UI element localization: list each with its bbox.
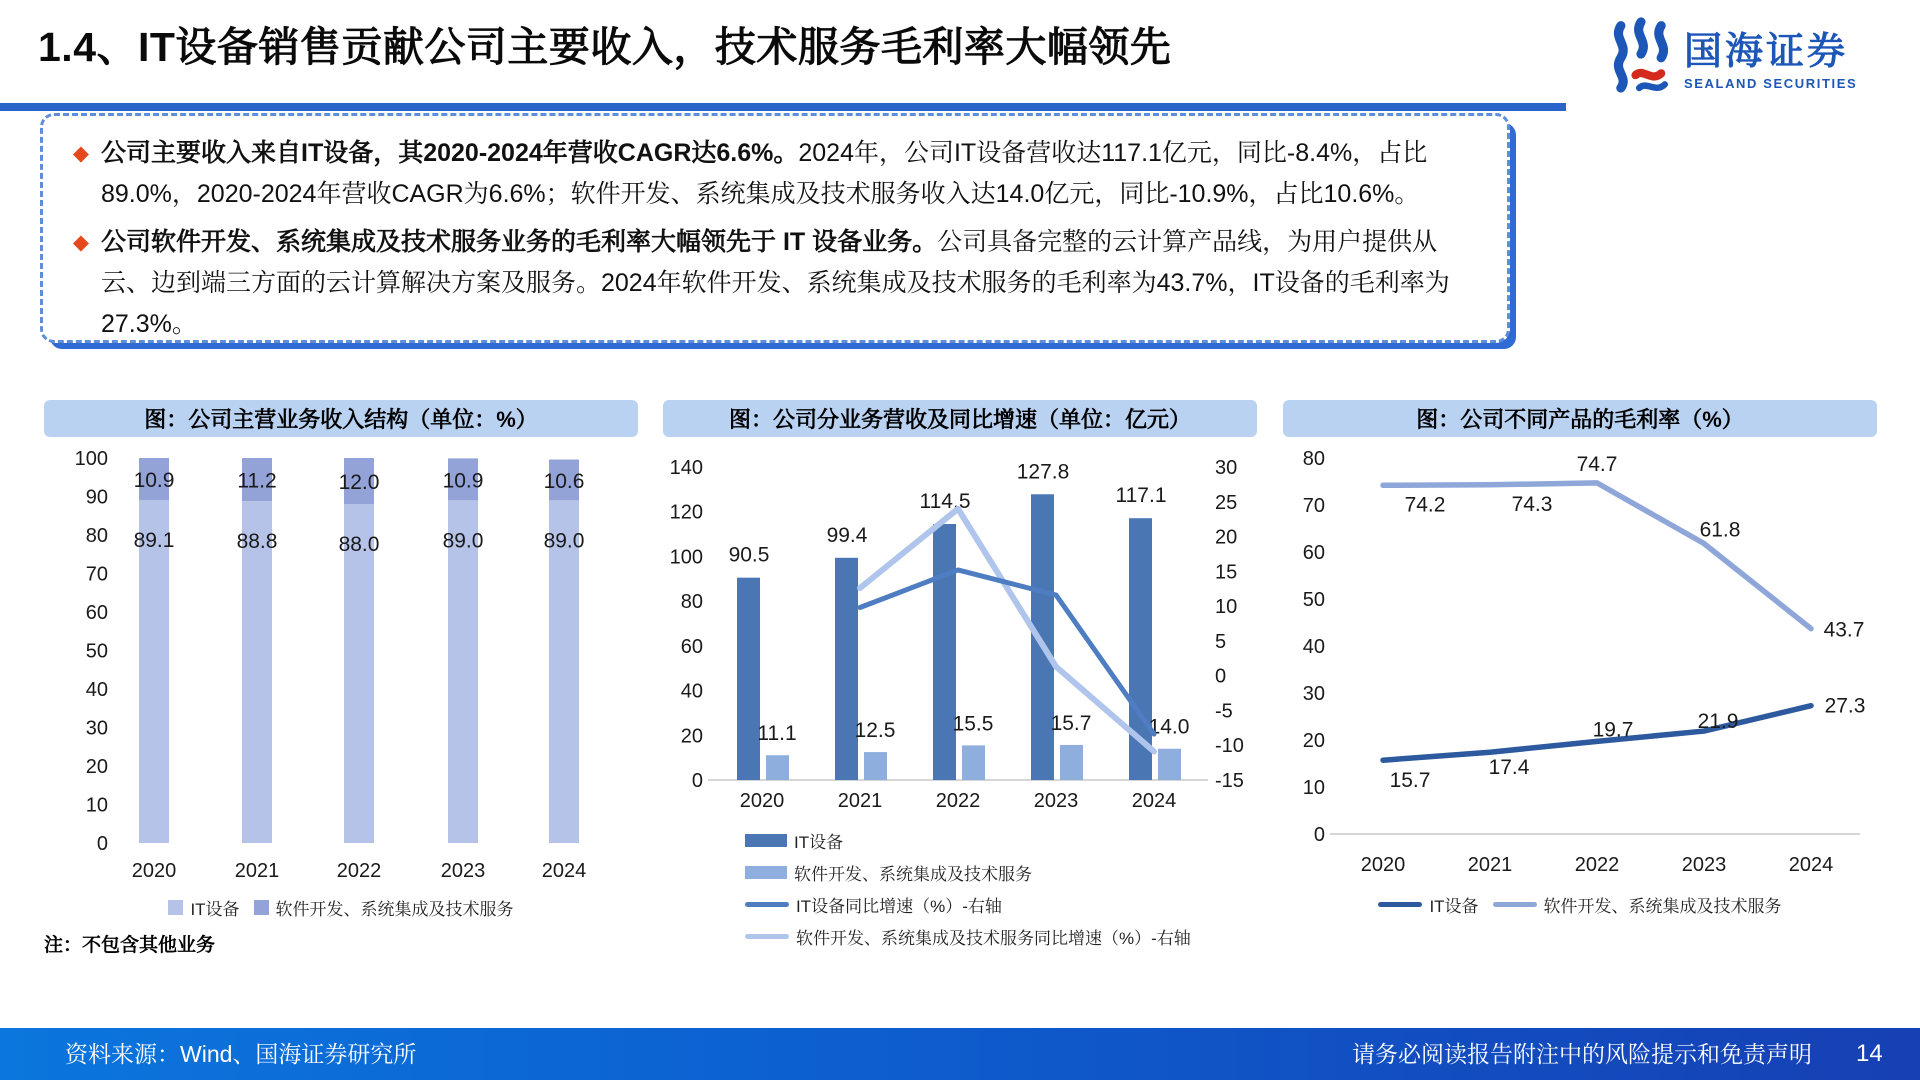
legend-label: 软件开发、系统集成及技术服务 — [1543, 897, 1782, 916]
y2-axis-tick: -5 — [1215, 700, 1233, 723]
data-label: 74.2 — [1404, 493, 1446, 517]
y-axis-tick: 100 — [74, 448, 108, 470]
brand-name-en: SEALAND SECURITIES — [1684, 75, 1858, 91]
data-label: 74.7 — [1576, 452, 1618, 476]
legend-item — [1378, 892, 1478, 917]
legend-label: IT设备 — [794, 833, 844, 852]
data-label: 11.1 — [757, 722, 797, 746]
legend-item — [745, 892, 1002, 917]
y-axis-tick: 0 — [691, 770, 703, 793]
y-axis-tick: 0 — [1313, 824, 1325, 846]
x-axis-tick: 2024 — [1131, 790, 1177, 812]
y-axis-tick: 60 — [680, 635, 703, 658]
x-axis-tick: 2023 — [440, 860, 486, 882]
y-axis-tick: 80 — [85, 525, 108, 547]
legend-swatch — [745, 902, 789, 907]
bullet-rest: 公司具备完整的云计算产品线，为用户提供从云、边到端三方面的云计算解决方案及服务。2024年软件开发、系统集成及技术服务的毛利率为43.7%，IT设备的毛利率为27.3%。 — [101, 228, 1450, 338]
data-label: 21.9 — [1697, 710, 1739, 734]
y-axis-tick: 40 — [680, 680, 703, 703]
data-label: 17.4 — [1488, 756, 1530, 780]
legend-label: 软件开发、系统集成及技术服务同比增速（%）-右轴 — [796, 929, 1191, 948]
legend-item — [745, 924, 1191, 949]
x-axis-tick: 2023 — [1033, 790, 1079, 812]
legend-label: IT设备同比增速（%）-右轴 — [796, 897, 1002, 916]
legend-swatch — [745, 866, 787, 879]
bar-line-chart — [663, 437, 1257, 827]
y-axis-tick: 60 — [1302, 542, 1325, 564]
legend-swatch — [745, 934, 789, 939]
bullet-bold: 公司主要收入来自IT设备，其2020-2024年营收CAGR达6.6%。 — [101, 139, 799, 167]
source-text: 资料来源：Wind、国海证券研究所 — [65, 1041, 417, 1067]
chart-title-revenue-structure: 图：公司主营业务收入结构（单位：%） — [44, 400, 638, 437]
y-axis-tick: 60 — [85, 602, 108, 624]
data-label: 15.7 — [1389, 769, 1431, 793]
data-label: 10.6 — [543, 469, 585, 493]
chart-panel-gross-margin — [1283, 400, 1877, 980]
data-label: 43.7 — [1823, 618, 1865, 642]
data-label: 127.8 — [1016, 460, 1070, 484]
title-divider — [0, 103, 1566, 111]
x-axis-tick: 2024 — [541, 860, 587, 882]
y-axis-tick: 40 — [85, 679, 108, 701]
y-axis-tick: 80 — [680, 591, 703, 614]
margin-line — [1383, 483, 1811, 629]
y-axis-tick: 120 — [669, 501, 703, 524]
legend-item — [745, 860, 1032, 885]
brand-name-cn: 国海证券 — [1684, 30, 1849, 73]
y2-axis-tick: 0 — [1215, 665, 1227, 688]
y-axis-tick: 40 — [1302, 636, 1325, 658]
data-label: 99.4 — [826, 523, 868, 547]
legend-swatch — [1493, 902, 1537, 907]
data-label: 74.3 — [1511, 492, 1553, 516]
legend-swatch — [254, 900, 269, 915]
x-axis-tick: 2021 — [234, 860, 280, 882]
y-axis-tick: 20 — [1302, 730, 1325, 752]
data-label: 19.7 — [1592, 718, 1634, 742]
chart-legend — [663, 828, 1257, 949]
y-axis-tick: 70 — [1302, 495, 1325, 517]
bullet-text — [101, 133, 1487, 215]
chart-title-revenue-growth: 图：公司分业务营收及同比增速（单位：亿元） — [663, 400, 1257, 437]
bullet-item — [61, 133, 1487, 215]
data-label: 27.3 — [1824, 694, 1866, 718]
data-label: 10.9 — [133, 468, 175, 492]
bar-it-revenue — [737, 578, 760, 780]
y-axis-tick: 30 — [1302, 683, 1325, 705]
y-axis-tick: 140 — [669, 457, 703, 479]
legend-label: IT设备 — [1429, 897, 1479, 916]
y-axis-tick: 70 — [85, 563, 108, 586]
y-axis-tick: 20 — [680, 725, 703, 748]
bar-software-revenue — [962, 745, 985, 780]
data-label: 12.0 — [338, 471, 380, 495]
bar-software-revenue — [766, 755, 789, 780]
y-axis-tick: 20 — [85, 756, 108, 778]
data-label: 117.1 — [1115, 484, 1167, 508]
bullet-diamond-icon: ◆ — [72, 231, 90, 254]
brand-logo — [1608, 16, 1857, 94]
bar-it-revenue — [835, 558, 858, 780]
data-label: 12.5 — [854, 719, 896, 743]
brand-logo-icon — [1608, 16, 1674, 94]
legend-item — [254, 895, 514, 920]
x-axis-tick: 2022 — [935, 790, 981, 812]
bullet-text — [101, 222, 1487, 345]
y2-axis-tick: 30 — [1215, 457, 1238, 479]
x-axis-tick: 2020 — [131, 860, 177, 882]
y2-axis-tick: 5 — [1215, 630, 1227, 653]
data-label: 90.5 — [728, 543, 770, 567]
legend-item — [745, 828, 843, 853]
data-label: 89.0 — [442, 529, 484, 553]
chart-legend — [44, 895, 638, 920]
bar-it-revenue — [933, 524, 956, 780]
data-label: 89.0 — [543, 529, 585, 553]
x-axis-tick: 2020 — [739, 790, 785, 812]
legend-swatch — [1378, 902, 1422, 907]
legend-item — [1493, 892, 1782, 917]
bullet-bold: 公司软件开发、系统集成及技术服务业务的毛利率大幅领先于 IT 设备业务。 — [101, 228, 938, 256]
y2-axis-tick: -15 — [1215, 770, 1244, 793]
bar-software-revenue — [1158, 749, 1181, 780]
summary-box — [40, 113, 1510, 343]
data-label: 88.8 — [236, 530, 278, 554]
bullet-rest: 2024年，公司IT设备营收达117.1亿元，同比-8.4%，占比89.0%，2020-2024年营收CAGR为6.6%；软件开发、系统集成及技术服务收入达14.0亿元，同比-10.9%，占比10.6%。 — [101, 139, 1428, 208]
data-label: 61.8 — [1699, 518, 1741, 542]
y-axis-tick: 90 — [85, 486, 108, 509]
legend-swatch — [745, 834, 787, 847]
bar-software-revenue — [1060, 745, 1083, 780]
y2-axis-tick: 20 — [1215, 526, 1238, 549]
x-axis-tick: 2024 — [1788, 854, 1834, 876]
bar-software-revenue — [864, 752, 887, 780]
data-label: 89.1 — [133, 528, 175, 552]
x-axis-tick: 2022 — [336, 860, 382, 882]
y2-axis-tick: 15 — [1215, 561, 1238, 584]
legend-label: 软件开发、系统集成及技术服务 — [794, 865, 1032, 884]
y-axis-tick: 100 — [669, 546, 703, 569]
data-label: 15.5 — [952, 712, 994, 736]
data-label: 88.0 — [338, 533, 380, 557]
legend-label: IT设备 — [190, 900, 240, 919]
x-axis-tick: 2023 — [1681, 854, 1727, 876]
legend-item — [168, 895, 239, 920]
y2-axis-tick: -10 — [1215, 735, 1244, 758]
y-axis-tick: 30 — [85, 717, 108, 740]
x-axis-tick: 2022 — [1574, 854, 1620, 876]
y-axis-tick: 10 — [85, 794, 108, 817]
y-axis-tick: 80 — [1302, 448, 1325, 470]
y-axis-tick: 50 — [1302, 589, 1325, 611]
data-label: 14.0 — [1148, 715, 1190, 739]
x-axis-tick: 2021 — [837, 790, 883, 812]
legend-label: 软件开发、系统集成及技术服务 — [275, 900, 514, 919]
data-label: 114.5 — [919, 490, 971, 514]
chart-note: 注：不包含其他业务 — [44, 935, 216, 956]
footer-bar — [0, 1028, 1920, 1080]
bullet-item — [61, 222, 1487, 345]
y-axis-tick: 10 — [1302, 777, 1325, 799]
growth-line — [860, 509, 1154, 752]
chart-panel-revenue-growth — [663, 400, 1257, 980]
legend-swatch — [168, 900, 183, 915]
data-label: 15.7 — [1050, 711, 1092, 735]
stacked-bar-chart — [44, 437, 638, 897]
data-label: 11.2 — [237, 469, 277, 493]
line-chart — [1283, 437, 1877, 877]
page-number: 14 — [1856, 1040, 1883, 1067]
chart-panel-revenue-structure — [44, 400, 638, 980]
x-axis-tick: 2020 — [1360, 854, 1406, 876]
y-axis-tick: 50 — [85, 640, 108, 663]
chart-title-gross-margin: 图：公司不同产品的毛利率（%） — [1283, 400, 1877, 437]
data-label: 10.9 — [442, 469, 484, 493]
page-title: 1.4、IT设备销售贡献公司主要收入，技术服务毛利率大幅领先 — [38, 24, 1172, 70]
y2-axis-tick: 10 — [1215, 596, 1238, 619]
y2-axis-tick: 25 — [1215, 491, 1238, 514]
y-axis-tick: 0 — [96, 833, 108, 855]
bullet-diamond-icon: ◆ — [72, 142, 90, 165]
x-axis-tick: 2021 — [1467, 854, 1513, 876]
chart-legend — [1283, 892, 1877, 917]
disclaimer-text: 请务必阅读报告附注中的风险提示和免责声明 — [1352, 1041, 1812, 1067]
